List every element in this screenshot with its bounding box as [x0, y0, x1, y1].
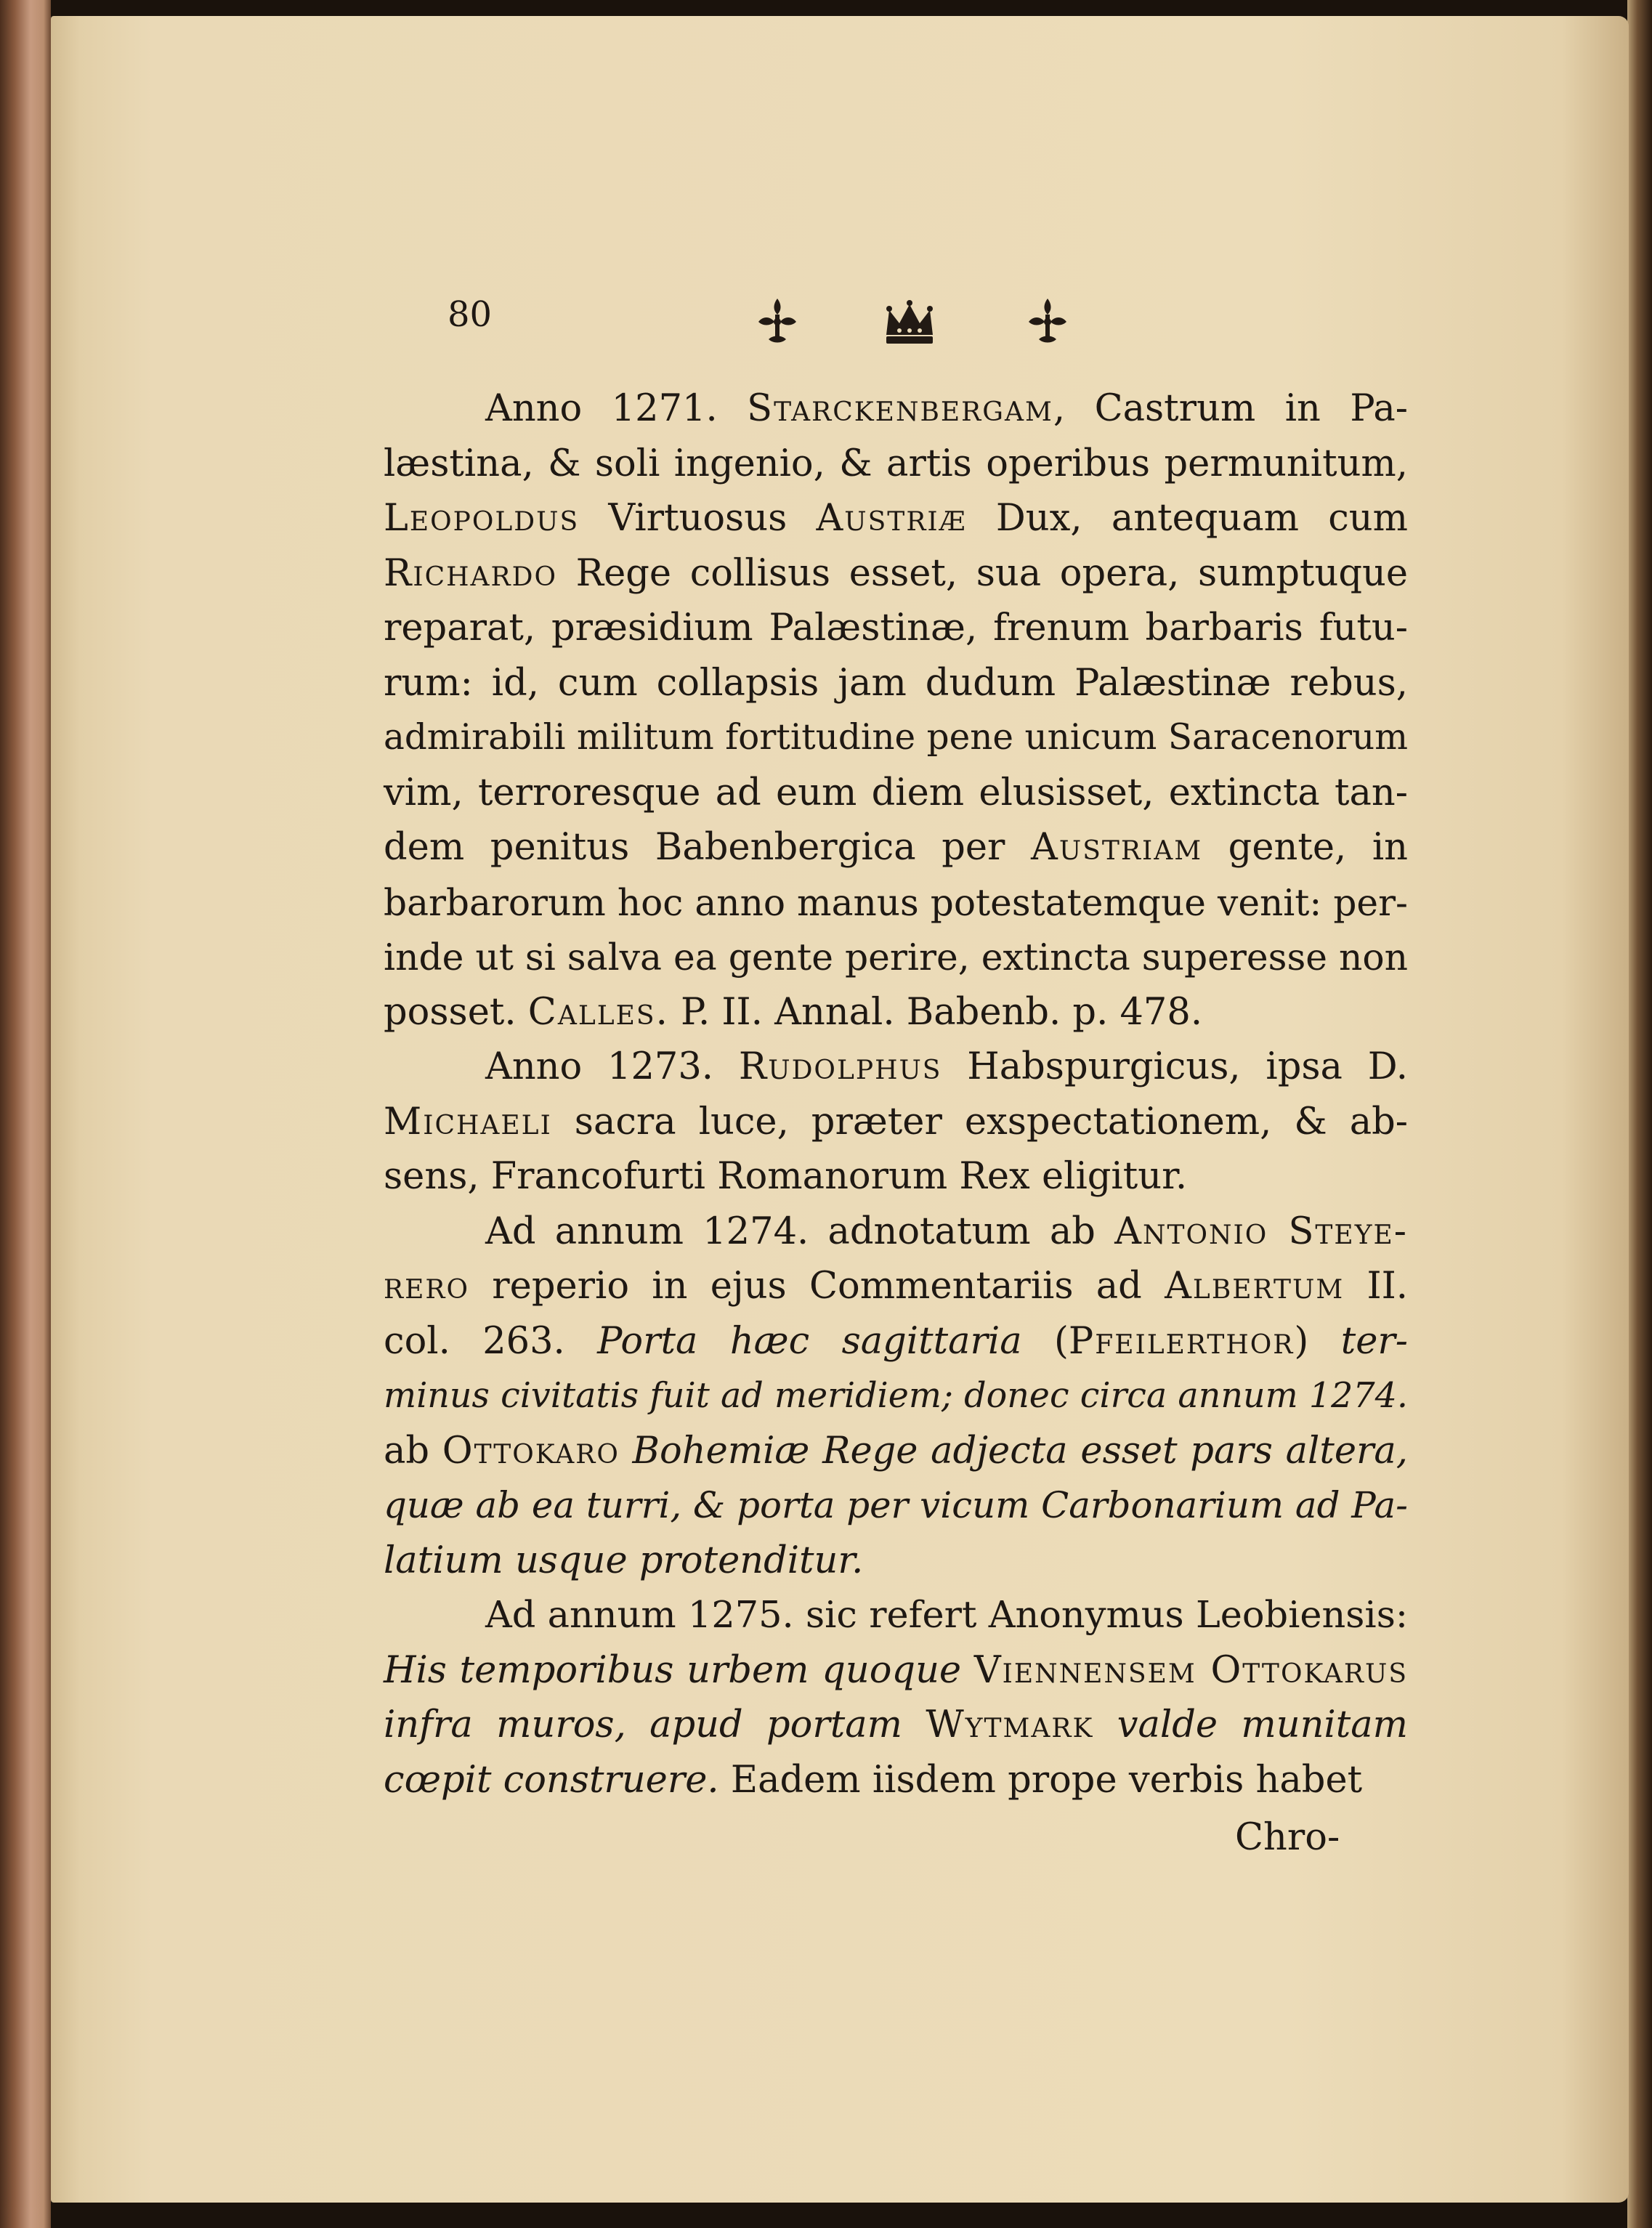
text-line [384, 437, 1408, 492]
text-line [384, 1698, 1408, 1753]
italic-text: valde munitam [1117, 1704, 1409, 1746]
text-run: P. II. Annal. Babenb. p. 478. [668, 990, 1203, 1034]
text-line [384, 1369, 1408, 1424]
small-caps-text: Austriæ [816, 497, 967, 540]
text-run: II. [1344, 1265, 1409, 1308]
page-header [0, 294, 1652, 352]
text-run: sens, Francofurti Romanorum Rex eligitur. [384, 1155, 1188, 1198]
small-caps-text: Starckenbergam [747, 387, 1053, 430]
text-line [384, 1588, 1408, 1643]
text-run: ( [1021, 1319, 1069, 1363]
crown-icon [880, 294, 939, 352]
text-line [384, 1534, 1408, 1589]
text-line [384, 930, 1408, 985]
text-run: posset. [384, 990, 528, 1034]
text-line [384, 1478, 1408, 1534]
text-line [384, 1643, 1408, 1698]
text-line [384, 710, 1408, 766]
text-line [384, 820, 1408, 875]
text-line [384, 1149, 1408, 1204]
text-run: Ad annum 1275. sic refert Anonymus Leobiensis: [485, 1594, 1408, 1637]
text-run: Eadem iisdem prope verbis habet [718, 1758, 1363, 1802]
small-caps-text: Antonio Steye- [1114, 1210, 1408, 1253]
paragraph [384, 1040, 1408, 1204]
fleuron-icon [1019, 294, 1077, 352]
page-number: 80 [448, 294, 493, 335]
paragraph [384, 1588, 1408, 1807]
text-run [902, 1704, 926, 1746]
text-run: dem penitus Babenbergica per [384, 826, 1032, 869]
small-caps-text: Calles. [527, 990, 669, 1034]
text-run: Anno 1271. [485, 387, 748, 430]
small-caps-text: Albertum [1165, 1265, 1345, 1308]
small-caps-text: Leopoldus [384, 497, 580, 540]
italic-text: His temporibus urbem quoque [384, 1648, 962, 1692]
text-run: reparat, præsidium Palæstinæ, frenum barbaris futu- [384, 607, 1408, 649]
text-line [384, 546, 1408, 601]
text-run: barbarorum hoc anno manus potestatemque venit: per- [384, 880, 1408, 924]
text-line [384, 1424, 1408, 1479]
text-run: sacra luce, præter exspectationem, & ab- [551, 1100, 1408, 1143]
small-caps-text: Rudolphus [738, 1045, 942, 1088]
text-line [384, 601, 1408, 656]
small-caps-text: Ottokaro [442, 1429, 620, 1472]
text-run: Anno 1273. [485, 1045, 739, 1088]
text-line [384, 656, 1408, 711]
italic-text: quæ ab ea turri, & porta per vicum Carbonarium ad Pa- [384, 1484, 1408, 1526]
text-run: Ad annum 1274. adnotatum ab [485, 1210, 1115, 1253]
text-run [620, 1430, 633, 1472]
small-caps-text: Wytmark [926, 1704, 1094, 1746]
text-line [384, 1314, 1408, 1369]
text-line [384, 1095, 1408, 1150]
body-text [384, 381, 1408, 1807]
text-run [1093, 1704, 1117, 1746]
text-line [384, 1259, 1408, 1314]
small-caps-text: Pfeilerthor [1068, 1319, 1295, 1363]
small-caps-text: Richardo [384, 551, 558, 595]
italic-text: Porta hæc sagittaria [597, 1319, 1022, 1363]
text-line [384, 1204, 1408, 1260]
text-run: rum: id, cum collapsis jam dudum Palæstinæ rebus, [384, 661, 1408, 705]
text-run: ) [1294, 1319, 1341, 1363]
fleuron-icon [748, 294, 806, 352]
text-run: admirabili militum fortitudine pene unicum Saracenorum [384, 717, 1408, 758]
text-run [961, 1649, 974, 1692]
text-run: læstina, & soli ingenio, & artis operibus permunitum, [384, 442, 1408, 485]
small-caps-text: Austriam [1031, 826, 1203, 869]
italic-text: ter- [1340, 1319, 1409, 1363]
text-run: , Castrum in Pa- [1053, 387, 1408, 430]
text-line [384, 875, 1408, 931]
text-run: col. 263. [384, 1319, 598, 1363]
text-run: Dux, antequam cum [966, 497, 1408, 540]
text-line [384, 985, 1408, 1040]
text-line [384, 491, 1408, 546]
text-run: Habspurgicus, ipsa D. [942, 1045, 1409, 1088]
small-caps-text: rero [384, 1265, 470, 1308]
text-line [384, 381, 1408, 437]
text-run: ab [384, 1429, 442, 1472]
text-line [384, 766, 1408, 821]
italic-text: latium usque protenditur. [384, 1539, 864, 1582]
text-run: gente, in [1202, 826, 1408, 869]
italic-text: cœpit construere. [384, 1758, 719, 1802]
small-caps-text: Viennensem Ottokarus [973, 1648, 1409, 1692]
text-run: reperio in ejus Commentariis ad [469, 1265, 1165, 1308]
paragraph [384, 381, 1408, 1040]
text-line [384, 1753, 1408, 1808]
small-caps-text: Michaeli [384, 1100, 552, 1143]
text-run: Rege collisus esset, sua opera, sumptuque [557, 551, 1408, 595]
paragraph [384, 1204, 1408, 1589]
text-run: Virtuosus [579, 497, 817, 540]
italic-text: Bohemiæ Rege adjecta esset pars altera, [632, 1429, 1408, 1472]
text-run: inde ut si salva ea gente perire, extincta superesse non [384, 936, 1408, 979]
text-line [384, 1040, 1408, 1095]
italic-text: infra muros, apud portam [384, 1704, 902, 1746]
catchword: Chro- [1235, 1816, 1340, 1859]
text-run: vim, terroresque ad eum diem elusisset, extincta tan- [384, 771, 1408, 814]
italic-text: minus civitatis fuit ad meridiem; donec circa annum 1274. [384, 1376, 1408, 1416]
